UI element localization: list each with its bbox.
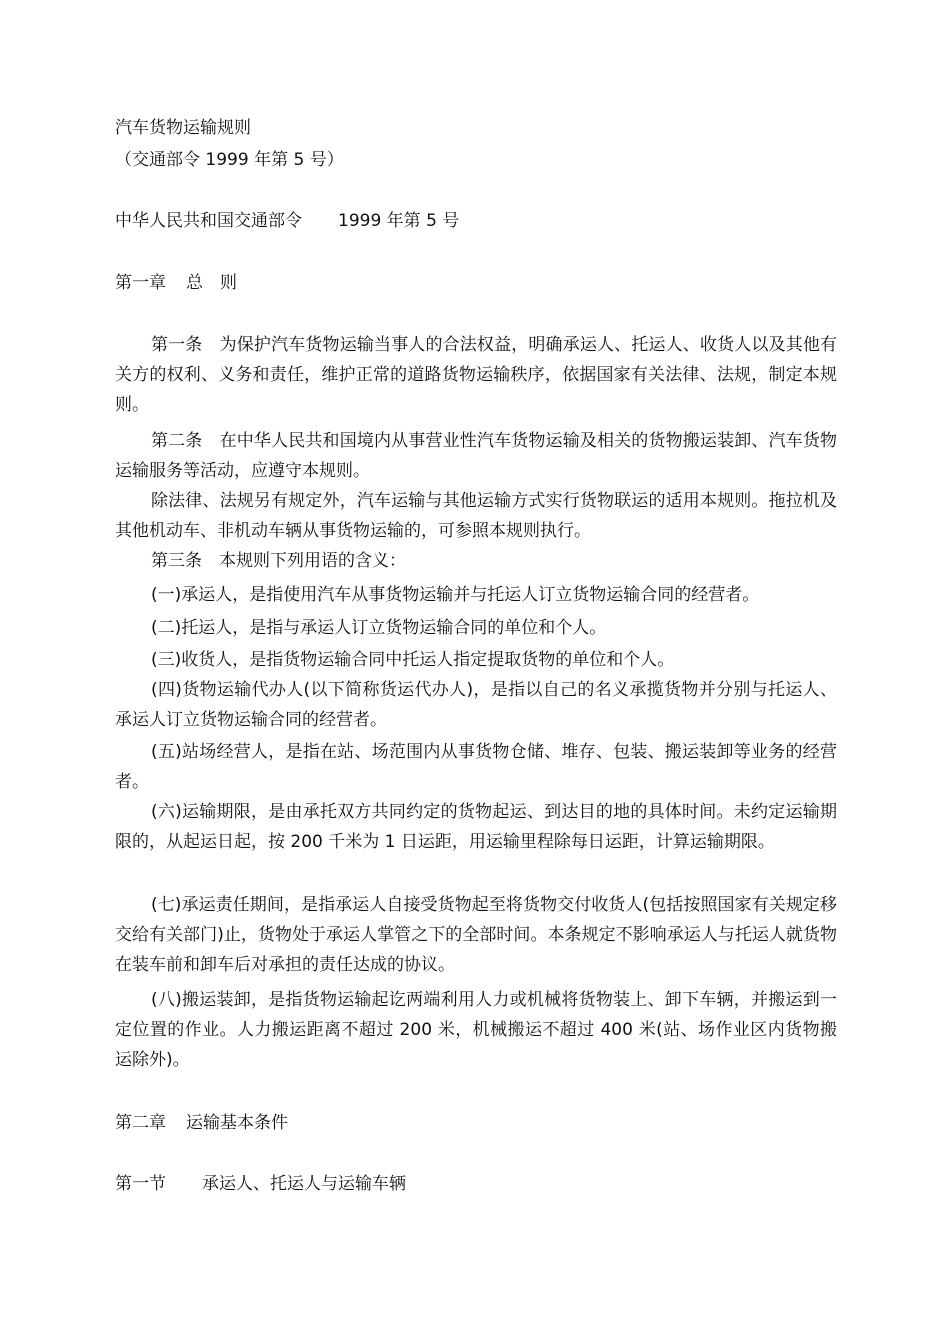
document-subtitle: （交通部令 1999 年第 5 号）: [115, 150, 344, 170]
definition-5: (五)站场经营人，是指在站、场范围内从事货物仓储、堆存、包装、搬运装卸等业务的经营者。: [115, 742, 837, 792]
chapter-1-number: 第一章: [115, 273, 166, 293]
decree-issuer: 中华人民共和国交通部令: [115, 211, 302, 231]
article-2-supplement: 除法律、法规另有规定外，汽车运输与其他运输方式实行货物联运的适用本规则。拖拉机及其他机动车、非机动车辆从事货物运输的，可参照本规则执行。: [115, 491, 837, 541]
definition-6: (六)运输期限，是由承托双方共同约定的货物起运、到达目的地的具体时间。未约定运输期限的，从起运日起，按 200 千米为 1 日运距，用运输里程除每日运距，计算运输期限。: [115, 802, 837, 852]
article-1: 第一条 为保护汽车货物运输当事人的合法权益，明确承运人、托运人、收货人以及其他有关方的权利、义务和责任，维护正常的道路货物运输秩序，依据国家有关法律、法规，制定本规则。: [115, 335, 837, 415]
definition-3: (三)收货人，是指货物运输合同中托运人指定提取货物的单位和个人。: [151, 650, 675, 670]
section-1-title: 承运人、托运人与运输车辆: [202, 1174, 406, 1194]
section-1-number: 第一节: [115, 1174, 166, 1194]
definition-2: (二)托运人，是指与承运人订立货物运输合同的单位和个人。: [151, 618, 607, 638]
document-title: 汽车货物运输规则: [115, 118, 251, 138]
chapter-1-heading: [115, 272, 237, 294]
article-2: 第二条 在中华人民共和国境内从事营业性汽车货物运输及相关的货物搬运装卸、汽车货物运输服务等活动，应遵守本规则。: [115, 431, 837, 481]
definition-4: (四)货物运输代办人(以下简称货运代办人)，是指以自己的名义承揽货物并分别与托运人、承运人订立货物运输合同的经营者。: [115, 680, 837, 730]
chapter-2-heading: [115, 1112, 288, 1134]
decree-number: 1999 年第 5 号: [338, 211, 460, 231]
definition-8: (八)搬运装卸，是指货物运输起讫两端利用人力或机械将货物装上、卸下车辆，并搬运到一定位置的作业。人力搬运距离不超过 200 米，机械搬运不超过 400 米(站、场作业区内货物搬运除外)。: [115, 990, 837, 1070]
chapter-2-title: 运输基本条件: [186, 1113, 288, 1133]
chapter-2-number: 第二章: [115, 1113, 166, 1133]
definition-7: (七)承运责任期间，是指承运人自接受货物起至将货物交付收货人(包括按照国家有关规定移交给有关部门)止，货物处于承运人掌管之下的全部时间。本条规定不影响承运人与托运人就货物在装车前和卸车后对承担的责任达成的协议。: [115, 895, 837, 975]
article-3: 第三条 本规则下列用语的含义：: [151, 551, 406, 571]
decree-line: [115, 210, 459, 232]
section-1-heading: [115, 1173, 406, 1195]
chapter-1-title: 总 则: [186, 273, 237, 293]
definition-1: (一)承运人，是指使用汽车从事货物运输并与托运人订立货物运输合同的经营者。: [151, 585, 760, 605]
